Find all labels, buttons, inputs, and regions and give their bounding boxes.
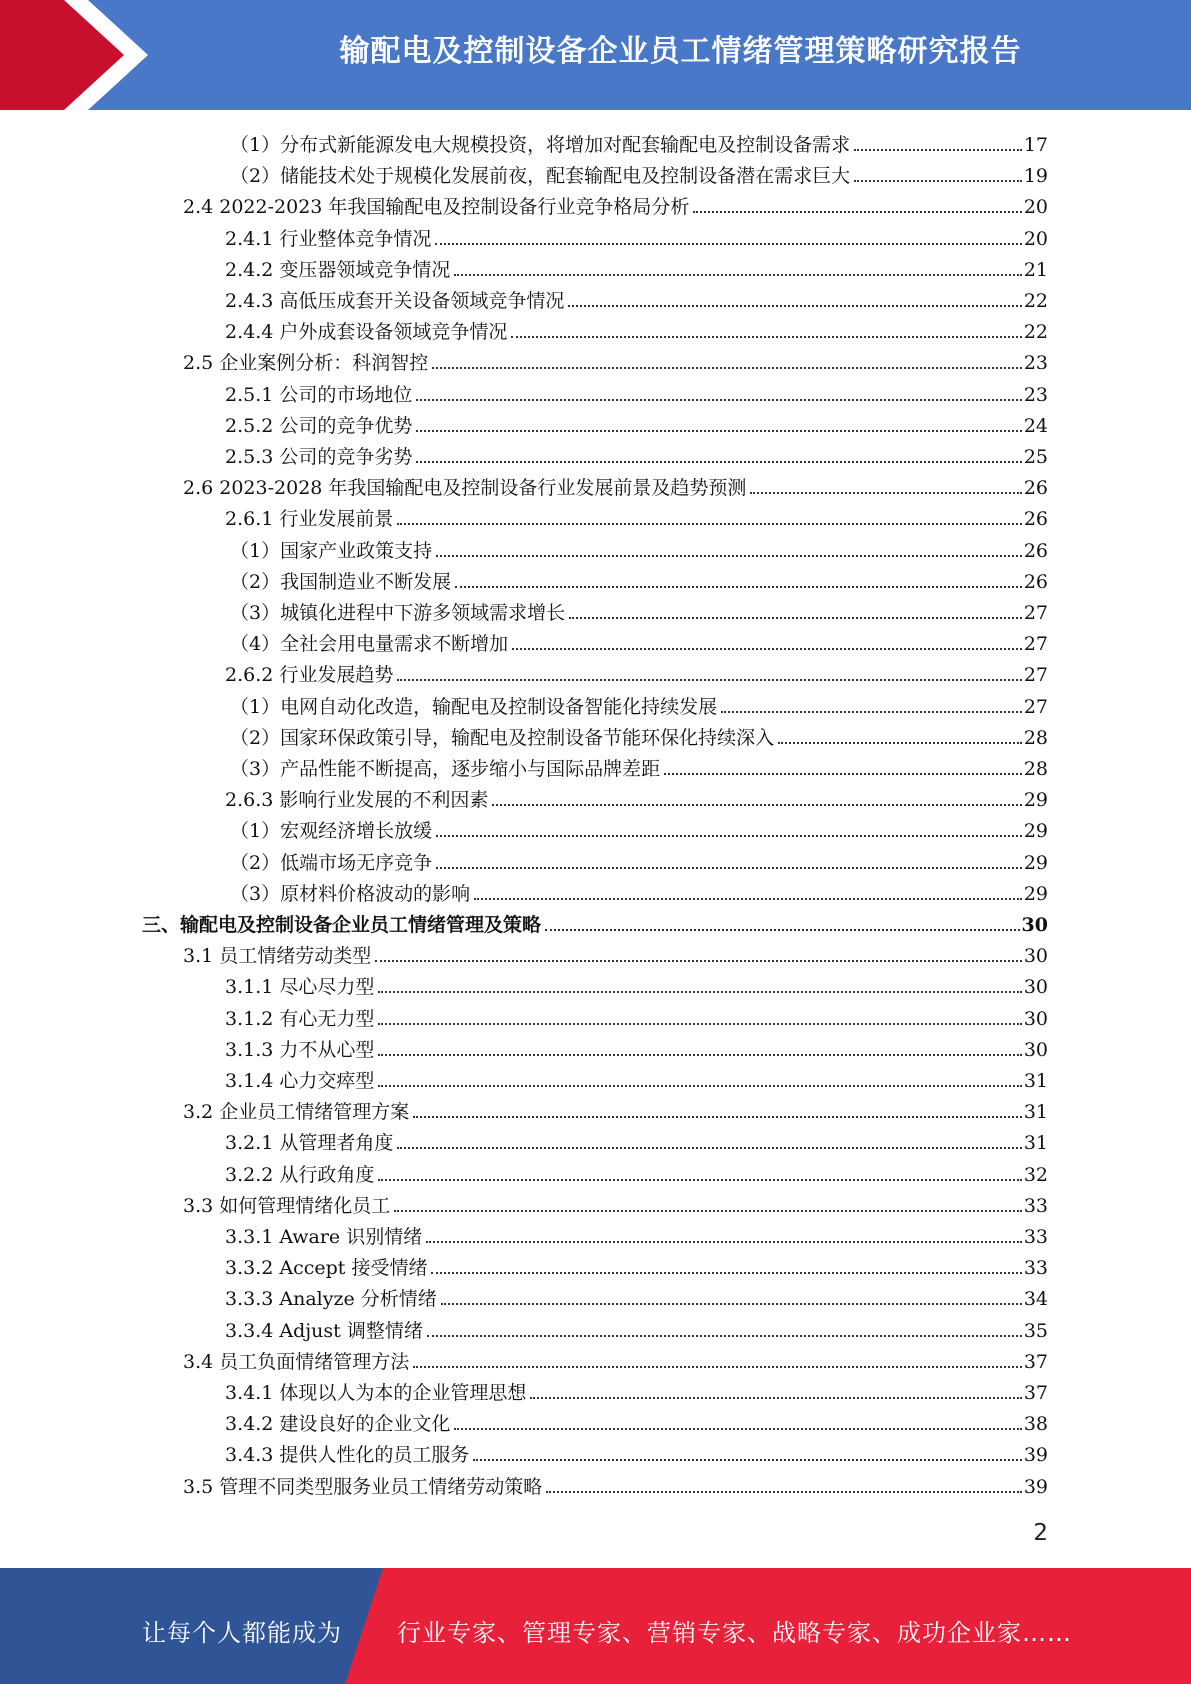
toc-entry[interactable]	[183, 1468, 1048, 1499]
toc-entry-page: 30	[1023, 1039, 1048, 1061]
toc-entry-page: 33	[1023, 1257, 1048, 1279]
toc-entry[interactable]	[225, 1374, 1048, 1405]
toc-entry-title: （2）低端市场无序竞争	[230, 852, 433, 874]
toc-dot-leader	[512, 647, 1022, 650]
toc-entry-title: 2.4.3 高低压成套开关设备领域竞争情况	[225, 290, 565, 312]
toc-entry-title: 3.1 员工情绪劳动类型	[183, 945, 372, 967]
header-band	[0, 0, 1191, 110]
toc-entry-page: 20	[1023, 228, 1048, 250]
toc-entry-title: （2）储能技术处于规模化发展前夜，配套输配电及控制设备潜在需求巨大	[230, 165, 851, 187]
toc-entry-title: 3.1.3 力不从心型	[225, 1039, 375, 1061]
toc-entry-title: （4）全社会用电量需求不断增加	[230, 633, 509, 655]
toc-dot-leader	[474, 897, 1022, 900]
toc-entry-page: 27	[1023, 602, 1048, 624]
toc-entry[interactable]	[225, 500, 1048, 531]
toc-entry[interactable]	[225, 1156, 1048, 1187]
toc-dot-leader	[473, 1458, 1021, 1461]
toc-entry[interactable]	[225, 1218, 1048, 1249]
toc-entry-title: 2.4.4 户外成套设备领域竞争情况	[225, 321, 508, 343]
toc-entry-page: 21	[1023, 259, 1048, 281]
toc-entry-page: 30	[1021, 914, 1048, 936]
toc-dot-leader	[378, 1022, 1021, 1025]
toc-entry-title: （1）国家产业政策支持	[230, 540, 433, 562]
toc-entry-page: 17	[1023, 134, 1048, 156]
toc-entry-page: 37	[1023, 1351, 1048, 1373]
toc-entry-page: 25	[1023, 446, 1048, 468]
toc-entry[interactable]	[225, 781, 1048, 812]
toc-dot-leader	[397, 1146, 1021, 1149]
toc-entry-title: 3.1.4 心力交瘁型	[225, 1070, 375, 1092]
toc-dot-leader	[854, 179, 1022, 182]
toc-entry-title: （3）产品性能不断提高，逐步缩小与国际品牌差距	[230, 758, 661, 780]
toc-entry[interactable]	[225, 251, 1048, 282]
toc-entry-title: 2.6.3 影响行业发展的不利因素	[225, 789, 489, 811]
toc-entry[interactable]	[225, 220, 1048, 251]
toc-entry[interactable]	[230, 875, 1048, 906]
toc-dot-leader	[568, 304, 1021, 307]
toc-dot-leader	[545, 928, 1020, 931]
toc-entry-page: 26	[1023, 540, 1048, 562]
toc-dot-leader	[416, 398, 1021, 401]
toc-entry-title: 3.3 如何管理情绪化员工	[183, 1195, 391, 1217]
toc-entry-title: 2.6.1 行业发展前景	[225, 508, 394, 530]
toc-entry[interactable]	[230, 126, 1048, 157]
footer-band	[0, 1568, 1191, 1684]
toc-entry-title: （1）分布式新能源发电大规模投资，将增加对配套输配电及控制设备需求	[230, 134, 851, 156]
toc-entry-page: 22	[1023, 321, 1048, 343]
toc-entry-title: 3.1.1 尽心尽力型	[225, 976, 375, 998]
toc-entry[interactable]	[230, 157, 1048, 188]
toc-entry[interactable]	[225, 313, 1048, 344]
toc-dot-leader	[854, 148, 1022, 151]
toc-entry[interactable]	[142, 906, 1048, 937]
toc-entry-page: 30	[1023, 945, 1048, 967]
toc-entry-title: 2.4 2022-2023 年我国输配电及控制设备行业竞争格局分析	[183, 196, 690, 218]
toc-entry-page: 34	[1023, 1288, 1048, 1310]
toc-dot-leader	[435, 242, 1021, 245]
toc-entry-title: 2.5.3 公司的竞争劣势	[225, 446, 413, 468]
toc-entry-title: （3）原材料价格波动的影响	[230, 883, 471, 905]
toc-dot-leader	[664, 772, 1022, 775]
toc-entry-title: 2.4.2 变压器领域竞争情况	[225, 259, 451, 281]
toc-entry-page: 19	[1023, 165, 1048, 187]
toc-entry-title: 3.4.2 建设良好的企业文化	[225, 1413, 451, 1435]
toc-dot-leader	[436, 554, 1022, 557]
toc-entry[interactable]	[225, 656, 1048, 687]
toc-entry-page: 30	[1023, 976, 1048, 998]
toc-entry-page: 33	[1023, 1195, 1048, 1217]
toc-entry-page: 35	[1023, 1320, 1048, 1342]
toc-entry-page: 23	[1023, 352, 1048, 374]
toc-entry[interactable]	[225, 1436, 1048, 1467]
toc-entry[interactable]	[230, 844, 1048, 875]
toc-entry-title: 3.3.2 Accept 接受情绪	[225, 1257, 428, 1279]
toc-entry-page: 20	[1023, 196, 1048, 218]
toc-dot-leader	[546, 1490, 1022, 1493]
toc-entry-page: 37	[1023, 1382, 1048, 1404]
toc-dot-leader	[454, 1427, 1021, 1430]
toc-entry[interactable]	[225, 1280, 1048, 1311]
toc-entry-page: 39	[1023, 1444, 1048, 1466]
toc-entry[interactable]	[230, 750, 1048, 781]
toc-dot-leader	[432, 366, 1022, 369]
toc-entry-page: 24	[1023, 415, 1048, 437]
toc-entry-title: 三、输配电及控制设备企业员工情绪管理及策略	[142, 914, 542, 936]
toc-dot-leader	[750, 491, 1021, 494]
toc-entry[interactable]	[225, 1312, 1048, 1343]
toc-dot-leader	[441, 1302, 1022, 1305]
toc-dot-leader	[394, 1209, 1022, 1212]
toc-dot-leader	[378, 990, 1021, 993]
toc-entry-title: 3.4.1 体现以人为本的企业管理思想	[225, 1382, 527, 1404]
toc-entry[interactable]	[225, 282, 1048, 313]
toc-dot-leader	[778, 741, 1022, 744]
toc-entry-page: 38	[1023, 1413, 1048, 1435]
toc-entry[interactable]	[225, 1000, 1048, 1031]
toc-entry[interactable]	[230, 688, 1048, 719]
toc-entry-title: 2.4.1 行业整体竞争情况	[225, 228, 432, 250]
toc-entry-page: 26	[1023, 508, 1048, 530]
toc-dot-leader	[721, 710, 1022, 713]
toc-entry-title: 3.3.3 Analyze 分析情绪	[225, 1288, 437, 1310]
toc-entry-page: 22	[1023, 290, 1048, 312]
toc-entry[interactable]	[183, 188, 1048, 219]
toc-entry-page: 28	[1023, 727, 1048, 749]
toc-entry-title: 3.4.3 提供人性化的员工服务	[225, 1444, 470, 1466]
toc-dot-leader	[378, 1053, 1021, 1056]
toc-entry-page: 26	[1023, 571, 1048, 593]
toc-dot-leader	[492, 803, 1021, 806]
toc-entry[interactable]	[183, 344, 1048, 375]
toc-entry[interactable]	[230, 594, 1048, 625]
toc-entry[interactable]	[225, 1031, 1048, 1062]
toc-entry[interactable]	[183, 937, 1048, 968]
toc-entry-page: 33	[1023, 1226, 1048, 1248]
toc-entry[interactable]	[225, 407, 1048, 438]
toc-dot-leader	[378, 1178, 1021, 1181]
toc-entry[interactable]	[230, 532, 1048, 563]
toc-entry-page: 39	[1023, 1476, 1048, 1498]
footer-slogan-right: 行业专家、管理专家、营销专家、战略专家、成功企业家……	[397, 1619, 1072, 1647]
toc-entry-page: 31	[1023, 1070, 1048, 1092]
toc-dot-leader	[397, 522, 1021, 525]
toc-entry-title: 3.1.2 有心无力型	[225, 1008, 375, 1030]
toc-entry[interactable]	[225, 1062, 1048, 1093]
toc-dot-leader	[416, 429, 1021, 432]
toc-entry-title: 3.3.4 Adjust 调整情绪	[225, 1320, 423, 1342]
toc-entry-page: 31	[1023, 1101, 1048, 1123]
toc-entry-title: 2.6 2023-2028 年我国输配电及控制设备行业发展前景及趋势预测	[183, 477, 747, 499]
toc-dot-leader	[413, 1365, 1022, 1368]
toc-entry[interactable]	[230, 812, 1048, 843]
toc-dot-leader	[569, 616, 1022, 619]
toc-entry-page: 30	[1023, 1008, 1048, 1030]
toc-entry[interactable]	[230, 719, 1048, 750]
toc-entry-title: （1）宏观经济增长放缓	[230, 820, 433, 842]
toc-entry-page: 29	[1023, 883, 1048, 905]
toc-dot-leader	[413, 1115, 1022, 1118]
toc-entry-page: 29	[1023, 820, 1048, 842]
toc-dot-leader	[431, 1271, 1021, 1274]
toc-entry[interactable]	[225, 968, 1048, 999]
toc-entry-title: 2.5.1 公司的市场地位	[225, 384, 413, 406]
toc-dot-leader	[693, 210, 1021, 213]
toc-entry-title: （1）电网自动化改造，输配电及控制设备智能化持续发展	[230, 696, 718, 718]
toc-dot-leader	[436, 866, 1022, 869]
toc-dot-leader	[397, 678, 1021, 681]
toc-entry-title: 3.5 管理不同类型服务业员工情绪劳动策略	[183, 1476, 543, 1498]
toc-entry-title: （2）我国制造业不断发展	[230, 571, 452, 593]
toc-entry-title: 3.4 员工负面情绪管理方法	[183, 1351, 410, 1373]
toc-dot-leader	[416, 460, 1021, 463]
footer-slogan-left: 让每个人都能成为	[142, 1619, 342, 1647]
toc-entry-title: 3.2.1 从管理者角度	[225, 1132, 394, 1154]
toc-entry-page: 23	[1023, 384, 1048, 406]
report-title: 输配电及控制设备企业员工情绪管理策略研究报告	[339, 34, 1022, 69]
toc-entry-page: 32	[1023, 1164, 1048, 1186]
toc-entry[interactable]	[225, 1124, 1048, 1155]
toc-entry-title: 2.5 企业案例分析：科润智控	[183, 352, 429, 374]
toc-entry-page: 29	[1023, 852, 1048, 874]
toc-entry-title: （3）城镇化进程中下游多领域需求增长	[230, 602, 566, 624]
toc-dot-leader	[426, 1240, 1022, 1243]
toc-dot-leader	[375, 959, 1022, 962]
toc-entry[interactable]	[230, 563, 1048, 594]
toc-dot-leader	[455, 585, 1022, 588]
toc-entry-title: 3.3.1 Aware 识别情绪	[225, 1226, 423, 1248]
toc-dot-leader	[454, 273, 1021, 276]
toc-dot-leader	[530, 1396, 1021, 1399]
toc-entry-page: 29	[1023, 789, 1048, 811]
toc-dot-leader	[427, 1334, 1022, 1337]
toc-dot-leader	[511, 335, 1021, 338]
toc-entry[interactable]	[183, 469, 1048, 500]
toc-entry[interactable]	[183, 1343, 1048, 1374]
toc-entry-page: 26	[1023, 477, 1048, 499]
toc-entry-title: 3.2 企业员工情绪管理方案	[183, 1101, 410, 1123]
page-number: 2	[1033, 1520, 1048, 1546]
toc-dot-leader	[378, 1084, 1021, 1087]
toc-entry-title: 2.5.2 公司的竞争优势	[225, 415, 413, 437]
toc-entry[interactable]	[225, 438, 1048, 469]
toc-entry-title: （2）国家环保政策引导，输配电及控制设备节能环保化持续深入	[230, 727, 775, 749]
toc-dot-leader	[436, 834, 1022, 837]
toc-entry[interactable]	[230, 625, 1048, 656]
toc-entry[interactable]	[225, 1249, 1048, 1280]
toc-entry[interactable]	[183, 1187, 1048, 1218]
toc-entry-page: 31	[1023, 1132, 1048, 1154]
toc-entry-title: 2.6.2 行业发展趋势	[225, 664, 394, 686]
toc-entry-page: 27	[1023, 633, 1048, 655]
toc-entry[interactable]	[225, 376, 1048, 407]
toc-entry-page: 27	[1023, 664, 1048, 686]
toc-entry-title: 3.2.2 从行政角度	[225, 1164, 375, 1186]
toc-entry[interactable]	[183, 1093, 1048, 1124]
toc-entry-page: 27	[1023, 696, 1048, 718]
toc-entry-page: 28	[1023, 758, 1048, 780]
chevron-decoration-icon	[0, 0, 160, 110]
toc-entry[interactable]	[225, 1405, 1048, 1436]
